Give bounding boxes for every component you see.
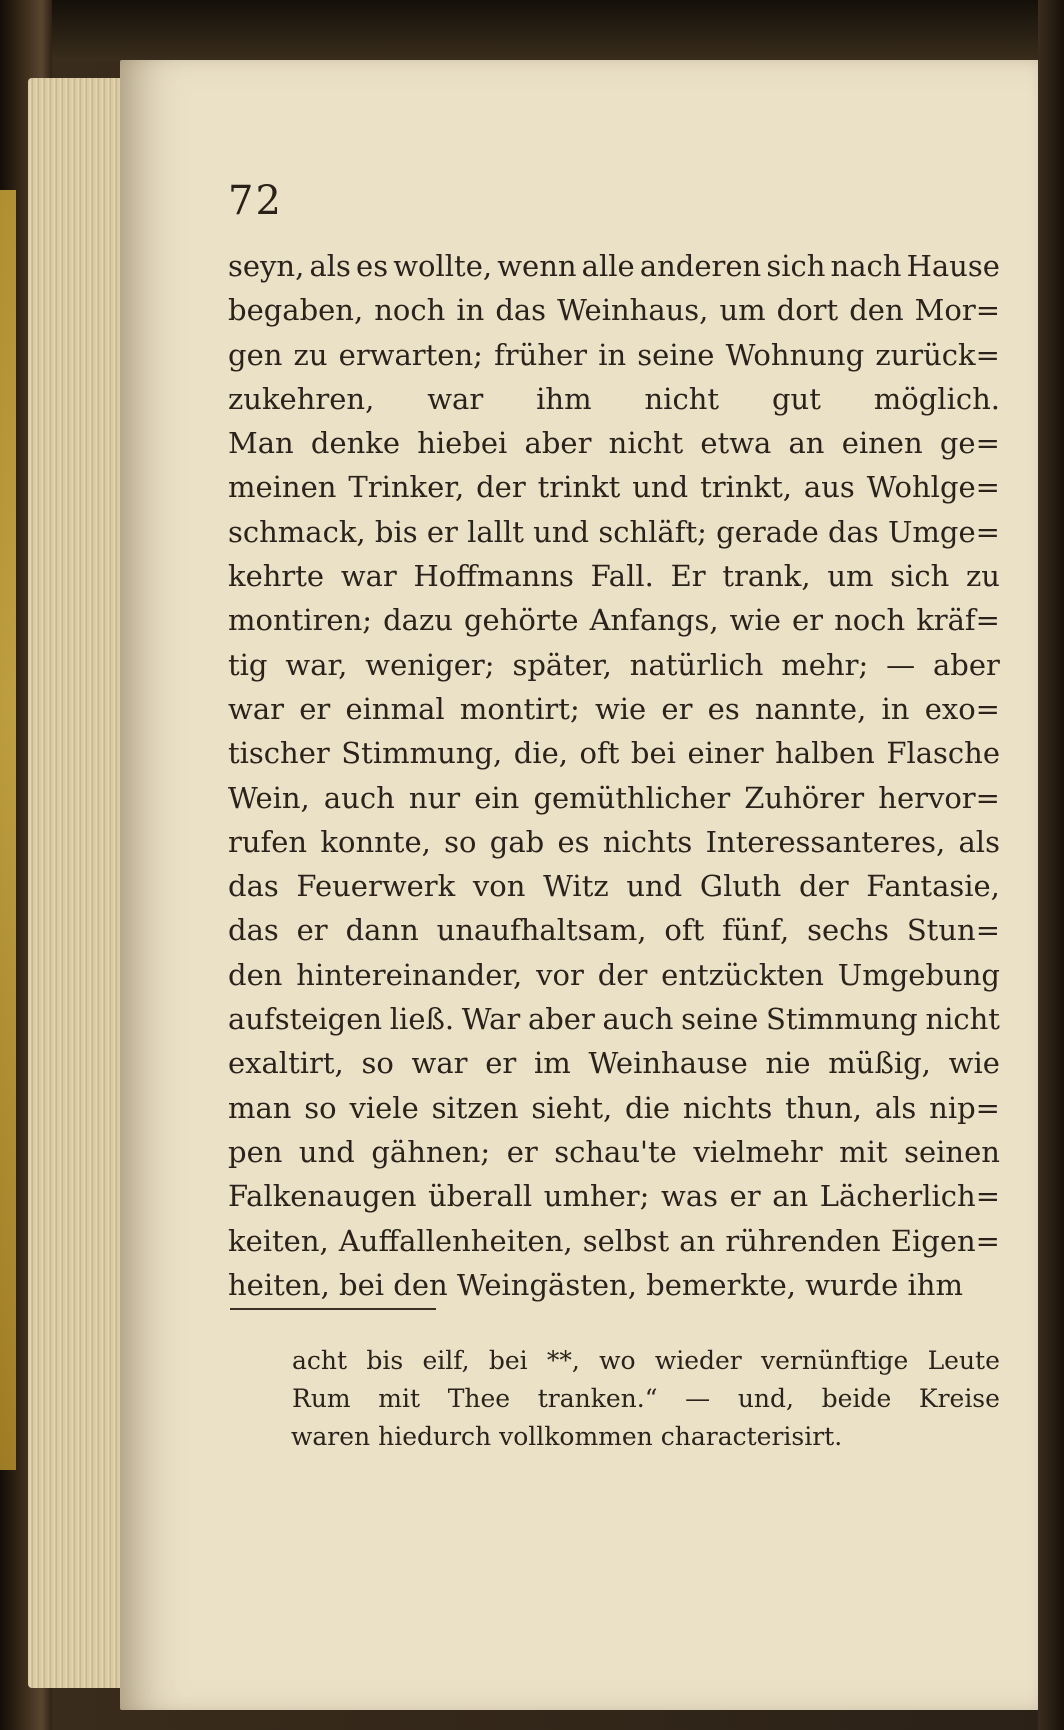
text-line: den hintereinander, vor der entzückten Umgebung <box>228 957 1000 992</box>
body-text <box>228 244 1000 1307</box>
footnote <box>292 1342 1000 1456</box>
text-line: keiten, Auffallenheiten, selbst an rührenden Eigen= <box>228 1223 1000 1258</box>
scan-background-right <box>1038 0 1064 1730</box>
footnote-line: waren hiedurch vollkommen characterisirt. <box>291 1422 843 1451</box>
text-line: tischer Stimmung, die, oft bei einer halben Flasche <box>228 736 1000 771</box>
text-line: das Feuerwerk von Witz und Gluth der Fantasie, <box>228 869 1000 904</box>
gilt-edge-stripe <box>0 190 16 1470</box>
text-line: gen zu erwarten; früher in seine Wohnung zurück= <box>228 337 1000 372</box>
text-line: man so viele sitzen sieht, die nichts thun, als nip= <box>228 1090 1000 1125</box>
page-number: 72 <box>228 178 283 224</box>
text-line: Wein, auch nur ein gemüthlicher Zuhörer hervor= <box>228 780 1000 815</box>
text-line: meinen Trinker, der trinkt und trinkt, aus Wohlge= <box>228 470 1000 505</box>
text-line: exaltirt, so war er im Weinhause nie müßig, wie <box>228 1046 1000 1081</box>
footnote-line: acht bis eilf, bei **, wo wieder vernünftige Leute <box>292 1346 1000 1375</box>
text-line: zukehren, war ihm nicht gut möglich. <box>228 381 1000 416</box>
text-line: begaben, noch in das Weinhaus, um dort den Mor= <box>228 293 1000 328</box>
text-line: aufsteigen ließ. War aber auch seine Stimmung nicht <box>228 1002 1000 1037</box>
text-line: Man denke hiebei aber nicht etwa an einen ge= <box>228 426 1000 461</box>
text-line: war er einmal montirt; wie er es nannte, in exo= <box>228 691 1000 726</box>
text-line: schmack, bis er lallt und schläft; gerade das Umge= <box>228 514 1000 549</box>
text-line: seyn, als es wollte, wenn alle anderen sich nach Hause <box>228 249 1000 283</box>
footnote-divider <box>230 1308 436 1310</box>
footnote-line: Rum mit Thee tranken.“ — und, beide Kreise <box>292 1384 1000 1413</box>
text-line: pen und gähnen; er schau'te vielmehr mit seinen <box>228 1134 1000 1169</box>
text-line: rufen konnte, so gab es nichts Interessanteres, als <box>228 824 1000 859</box>
text-line: montiren; dazu gehörte Anfangs, wie er noch kräf= <box>228 603 1000 638</box>
text-line: kehrte war Hoffmanns Fall. Er trank, um sich zu <box>228 559 1000 594</box>
scan-background-top <box>0 0 1064 62</box>
text-line: tig war, weniger; später, natürlich mehr; — aber <box>228 647 1000 682</box>
text-line: heiten, bei den Weingästen, bemerkte, wurde ihm <box>228 1267 963 1302</box>
text-line: Falkenaugen überall umher; was er an Lächerlich= <box>228 1179 1000 1214</box>
text-line: das er dann unaufhaltsam, oft fünf, sechs Stun= <box>228 913 1000 948</box>
